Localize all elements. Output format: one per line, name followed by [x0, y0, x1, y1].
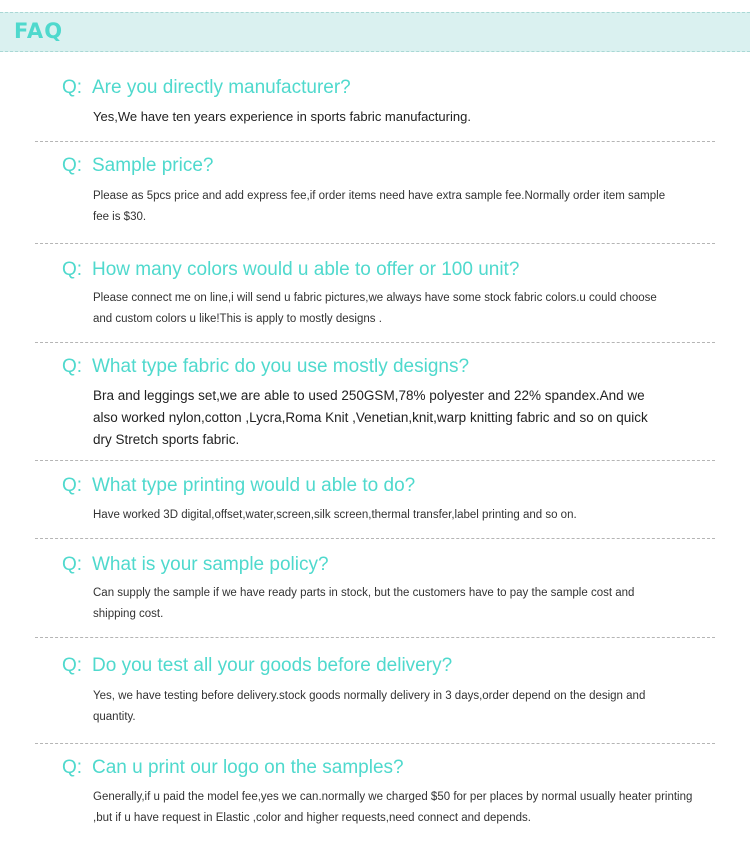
faq-answer: Please connect me on line,i will send u fabric pictures,we always have some stock fabric colors.u could choose and custom colors u like!This is apply to mostly designs . — [93, 292, 657, 325]
q-prefix: Q: — [62, 356, 83, 377]
divider — [35, 243, 715, 244]
faq-title: FAQ — [14, 19, 64, 43]
q-prefix: Q: — [62, 554, 83, 575]
divider — [35, 342, 715, 343]
q-prefix: Q: — [62, 475, 83, 496]
faq-answer: Please as 5pcs price and add express fee,if order items need have extra sample fee.Normally order item sample fee is $30. — [93, 190, 666, 223]
faq-answer: Yes,We have ten years experience in sports fabric manufacturing. — [93, 109, 471, 124]
faq-question — [62, 155, 213, 177]
faq-answer: Bra and leggings set,we are able to used 250GSM,78% polyester and 22% spandex.And we also worked nylon,cotton ,Lycra,Roma Knit ,Venetian,knit,warp knitting fabric and so on quick dry Stretch sports fabric. — [93, 388, 648, 447]
question-text: What type printing would u able to do? — [92, 475, 416, 496]
q-prefix: Q: — [62, 155, 83, 176]
question-text: What is your sample policy? — [92, 554, 329, 575]
question-text: Can u print our logo on the samples? — [92, 757, 404, 778]
faq-question — [62, 77, 351, 99]
faq-question — [62, 475, 415, 497]
faq-question — [62, 554, 329, 576]
q-prefix: Q: — [62, 259, 83, 280]
question-text: Sample price? — [92, 155, 214, 176]
faq-question — [62, 757, 404, 779]
q-prefix: Q: — [62, 655, 83, 676]
faq-answer: Yes, we have testing before delivery.stock goods normally delivery in 3 days,order depend on the design and quantity. — [93, 690, 646, 723]
faq-answer: Can supply the sample if we have ready parts in stock, but the customers have to pay the sample cost and shipping cost. — [93, 587, 635, 620]
faq-answer: Generally,if u paid the model fee,yes we can.normally we charged $50 for per places by normal usually heater printing ,but if u have request in Elastic ,color and higher requests,need connect and depends. — [93, 791, 693, 824]
faq-question — [62, 259, 519, 281]
q-prefix: Q: — [62, 77, 83, 98]
question-text: Do you test all your goods before delivery? — [92, 655, 453, 676]
faq-question — [62, 356, 469, 378]
faq-header-bar — [0, 12, 750, 52]
faq-question — [62, 655, 452, 677]
divider — [35, 538, 715, 539]
divider — [35, 460, 715, 461]
question-text: What type fabric do you use mostly designs? — [92, 356, 470, 377]
divider — [35, 141, 715, 142]
divider — [35, 743, 715, 744]
question-text: Are you directly manufacturer? — [92, 77, 351, 98]
divider — [35, 637, 715, 638]
question-text: How many colors would u able to offer or 100 unit? — [92, 259, 520, 280]
faq-answer: Have worked 3D digital,offset,water,screen,silk screen,thermal transfer,label printing and so on. — [93, 509, 577, 521]
q-prefix: Q: — [62, 757, 83, 778]
